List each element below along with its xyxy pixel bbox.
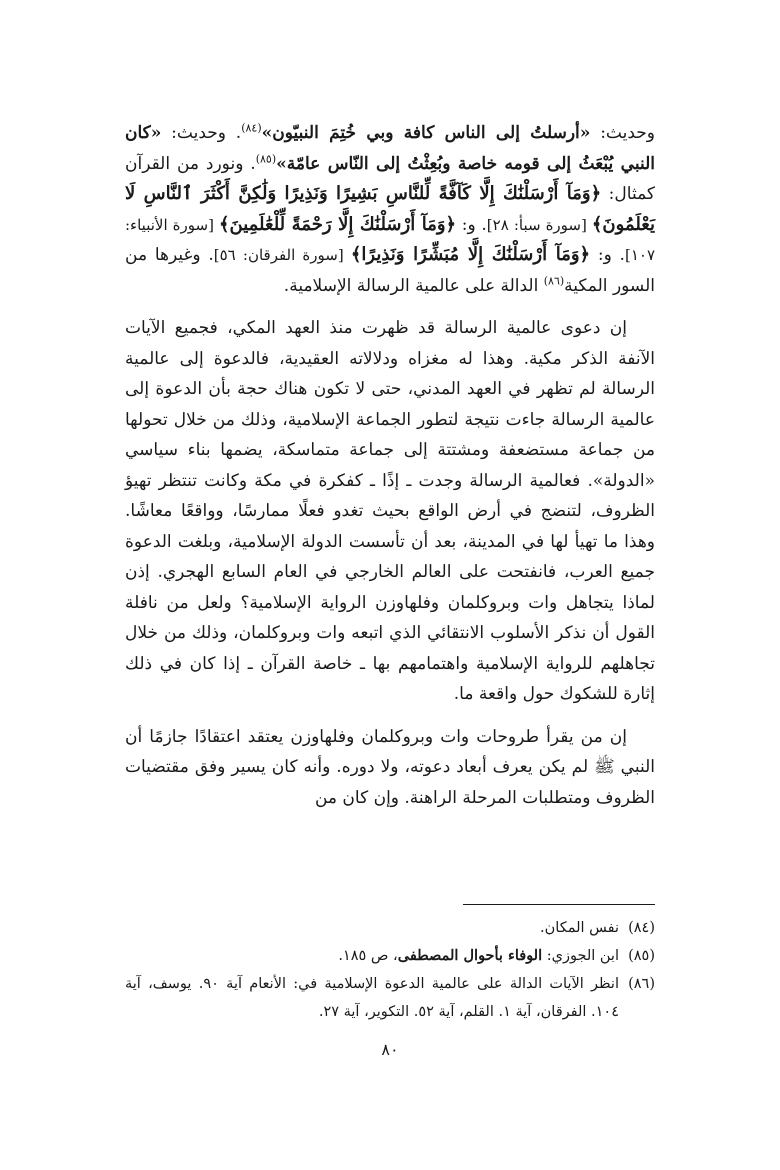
paragraph-1: [125, 118, 655, 301]
footnote-number: (٨٤): [628, 920, 655, 936]
verse-reference-3: [سورة الفرقان: ٥٦]: [213, 246, 351, 264]
footnote-divider: [463, 904, 655, 905]
footnote-number: (٨٦): [628, 976, 655, 992]
text-span: . ونورد من القرآن كمثال:: [125, 153, 655, 204]
paragraph-2: إن دعوى عالمية الرسالة قد ظهرت منذ العهد المكي، فجميع الآيات الآنفة الذكر مكية. وهذا له مغزاه ودلالاته العقيدية، فالدعوة إلى عالمية الرسالة لم تظهر في العهد المدني، حتى لا تكون هناك حجة بأن الدعوة إلى عالمية الرسالة جاءت نتيجة لتطور الجماعة الإسلامية، وذلك من خلال تحولها من جماعة مستضعفة ومشتتة إلى جماعة متماسكة، يضمها بناء سياسي «الدولة». فعالمية الرسالة وجدت ـ إذًا ـ كفكرة في مكة وكانت تنتظر تهيؤ الظروف، لتنضج في أرض الواقع بحيث تغدو فعلًا ممارسًا، وواقعًا معاشًا. وهذا ما تهيأ لها في المدينة، بعد أن تأسست الدولة الإسلامية، وبلغت الدعوة جميع العرب، فانفتحت على العالم الخارجي في العام السابع الهجري. إذن لماذا يتجاهل وات وبروكلمان وفلهاوزن الرواية الإسلامية؟ ولعل من نافلة القول أن نذكر الأسلوب الانتقائي الذي اتبعه وات وبروكلمان، وذلك من خلال تجاهلهم للرواية الإسلامية واهتمامهم بها ـ خاصة القرآن ـ إذا كان في ذلك إثارة للشكوك حول واقعة ما.: [125, 318, 655, 704]
paragraph-3: إن من يقرأ طروحات وات وبروكلمان وفلهاوزن يعتقد اعتقادًا جازمًا أن النبي ﷺ لم يكن يعرف أبعاد دعوته، ولا دوره. وأنه كان يسير وفق مقتضيات الظروف ومتطلبات المرحلة الراهنة. وإن كان من: [125, 726, 655, 808]
footnote-85: [125, 942, 655, 970]
verse-reference-2: [سورة الأنبياء: ١٠٧]: [125, 215, 655, 264]
text-span: الدالة على عالمية الرسالة الإسلامية.: [283, 275, 544, 296]
footnote-86: [125, 970, 655, 1026]
quran-verse-2: ﴿وَمَآ أَرْسَلْنَٰكَ إِلَّا رَحْمَةً لِّلْعَٰلَمِينَ﴾: [218, 213, 457, 235]
quran-verse-1: ﴿وَمَآ أَرْسَلْنَٰكَ إِلَّا كَآفَّةً لِّلنَّاسِ بَشِيرًا وَنَذِيرًا وَلَٰكِنَّ أَكْثَرَ ٱلنَّاسِ لَا يَعْلَمُونَ﴾: [125, 183, 655, 235]
text-span: . و:: [590, 245, 625, 265]
footnotes: [125, 914, 655, 1026]
footnote-text: نفس المكان.: [540, 920, 619, 936]
footnote-ref-86[interactable]: (٨٦): [543, 273, 565, 287]
citation-author: ابن الجوزي:: [542, 948, 619, 964]
hadith-quote-1: «أرسلتُ إلى الناس كافة وبي خُتِمَ النبيّون»: [261, 123, 591, 143]
footnote-ref-85[interactable]: (٨٥): [255, 151, 277, 165]
footnote-ref-84[interactable]: (٨٤): [241, 121, 262, 135]
citation-title: الوفاء بأحوال المصطفى: [397, 947, 543, 964]
text-span: . و:: [456, 214, 487, 235]
quran-verse-3: ﴿وَمَآ أَرْسَلْنَٰكَ إِلَّا مُبَشِّرًا وَنَذِيرًا﴾: [350, 244, 591, 265]
footnote-text: [125, 942, 619, 970]
footnote-text: انظر الآيات الدالة على عالمية الدعوة الإسلامية في: الأنعام آية ٩٠. يوسف، آية ١٠٤. الفرقان، آية ١. القلم، آية ٥٢. التكوير، آية ٢٧.: [125, 976, 619, 1020]
text-span: وحديث:: [590, 123, 655, 143]
footnote-number: (٨٥): [628, 948, 655, 964]
footnote-84: [125, 914, 655, 942]
page-body: [125, 118, 655, 813]
text-span: . وغيرها من السور المكية: [125, 245, 655, 296]
citation-page: ، ص ١٨٥.: [338, 948, 398, 964]
verse-reference-1: [سورة سبأ: ٢٨]: [486, 215, 592, 234]
text-span: . وحديث:: [161, 123, 242, 143]
page-number: ٨٠: [381, 1040, 399, 1059]
hadith-quote-2: «كان النبي يُبْعَثُ إلى قومه خاصة وبُعِثْتُ إلى النّاس عامّة»: [125, 123, 655, 174]
